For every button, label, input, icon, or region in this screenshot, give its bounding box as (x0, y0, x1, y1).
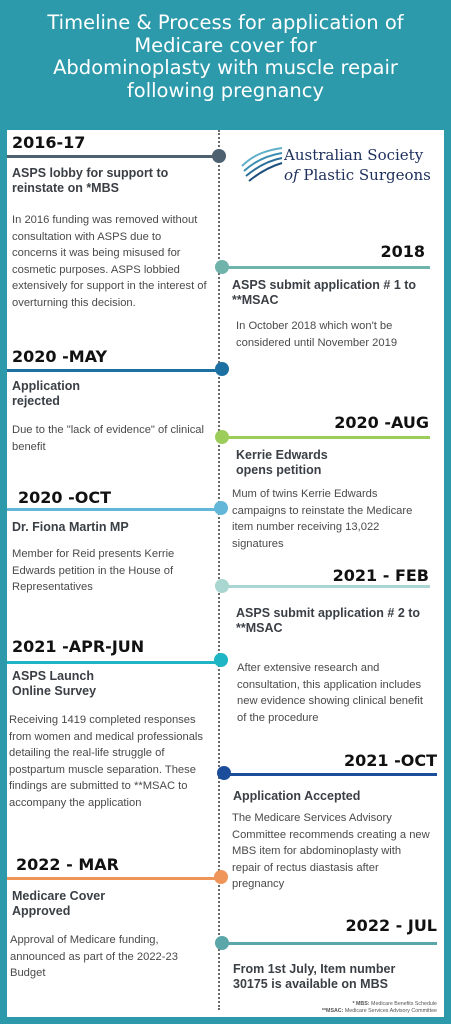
timeline-dot (215, 260, 229, 274)
timeline-bar (7, 155, 218, 158)
event-title: ASPS Launch Online Survey (12, 669, 97, 698)
timeline-dot (212, 149, 226, 163)
timeline-bar (222, 773, 437, 776)
event-date: 2020 -OCT (18, 488, 111, 507)
event-date: 2021 -OCT (344, 751, 437, 770)
event-text: After extensive research and consultation, this application includes new evidence showing clinical benefit of the procedure (237, 662, 423, 724)
timeline-bar (7, 877, 218, 880)
title-line: following pregnancy (126, 78, 325, 102)
event-title: Application rejected (12, 379, 81, 408)
timeline-bar (7, 369, 218, 372)
timeline-dot (215, 362, 229, 376)
event-text: Mum of twins Kerrie Edwards campaigns to reinstate the Medicare item number receiving 13,022 signatures (232, 488, 413, 550)
event-date: 2021 -APR-JUN (12, 637, 145, 656)
event-date: 2020 -AUG (334, 413, 429, 432)
event-text: Due to the "lack of evidence" of clinical benefit (12, 424, 205, 453)
event-title: Kerrie Edwards opens petition (236, 448, 328, 477)
event-date: 2021 - FEB (332, 566, 429, 585)
event-date: 2016-17 (12, 133, 86, 152)
timeline-dot (215, 579, 229, 593)
event-date: 2022 - JUL (345, 916, 437, 935)
event-title: ASPS submit application # 2 to **MSAC (236, 606, 421, 635)
event-title: Dr. Fiona Martin MP (12, 520, 129, 534)
event-title: ASPS submit application # 1 to **MSAC (232, 278, 417, 307)
timeline-dot (214, 653, 228, 667)
event-title: Application Accepted (233, 789, 361, 803)
event-text: In October 2018 which won't be considered until November 2019 (236, 320, 398, 349)
timeline-dot (217, 766, 231, 780)
timeline-dot (214, 501, 228, 515)
timeline-bar (222, 436, 430, 439)
timeline-dot (214, 870, 228, 884)
timeline-bar (222, 266, 430, 269)
asps-logo (240, 140, 431, 192)
logo-text: Australian Society (284, 146, 424, 164)
event-text: The Medicare Services Advisory Committee recommends creating a new MBS item for abdominoplasty with repair of rectus diastasis after pregnancy (232, 812, 430, 891)
timeline-bar (7, 661, 218, 664)
event-date: 2020 -MAY (12, 347, 108, 366)
event-text: In 2016 funding was removed without consultation with ASPS due to concerns it was being misused for cosmetic purposes. ASPS lobbied extensively for support in the interest of overturning this decision. (12, 214, 207, 309)
timeline-bar (222, 942, 437, 945)
event-text: Member for Reid presents Kerrie Edwards petition in the House of Representatives (12, 548, 175, 594)
page-title (0, 0, 451, 130)
title-line: Medicare cover for (134, 33, 317, 57)
logo-text: of Plastic Surgeons (284, 166, 431, 184)
footnotes (322, 1001, 437, 1015)
event-text: Receiving 1419 completed responses from women and medical professionals detailing the real-life struggle of postpartum muscle separation. These findings are submitted to **MSAC to accompany the application (9, 714, 204, 809)
timeline-dot (215, 430, 229, 444)
event-title: From 1st July, Item number 30175 is available on MBS (233, 962, 396, 991)
footnote: **MSAC: Medicare Services Advisory Committee (321, 1008, 437, 1014)
event-title: Medicare Cover Approved (12, 889, 106, 918)
title-line: Abdominoplasty with muscle repair (53, 56, 398, 79)
timeline-bar (222, 585, 430, 588)
event-title: ASPS lobby for support to reinstate on *MBS (12, 166, 169, 195)
timeline-bar (7, 508, 218, 511)
event-date: 2018 (380, 242, 425, 261)
footnote: * MBS: Medicare Benefits Schedule (352, 1001, 437, 1007)
timeline-dot (215, 936, 229, 950)
event-date: 2022 - MAR (16, 855, 119, 874)
event-text: Approval of Medicare funding, announced as part of the 2022-23 Budget (10, 934, 178, 980)
title-line: Timeline & Process for application of (47, 11, 404, 34)
logo-swoosh-icon (240, 144, 284, 184)
